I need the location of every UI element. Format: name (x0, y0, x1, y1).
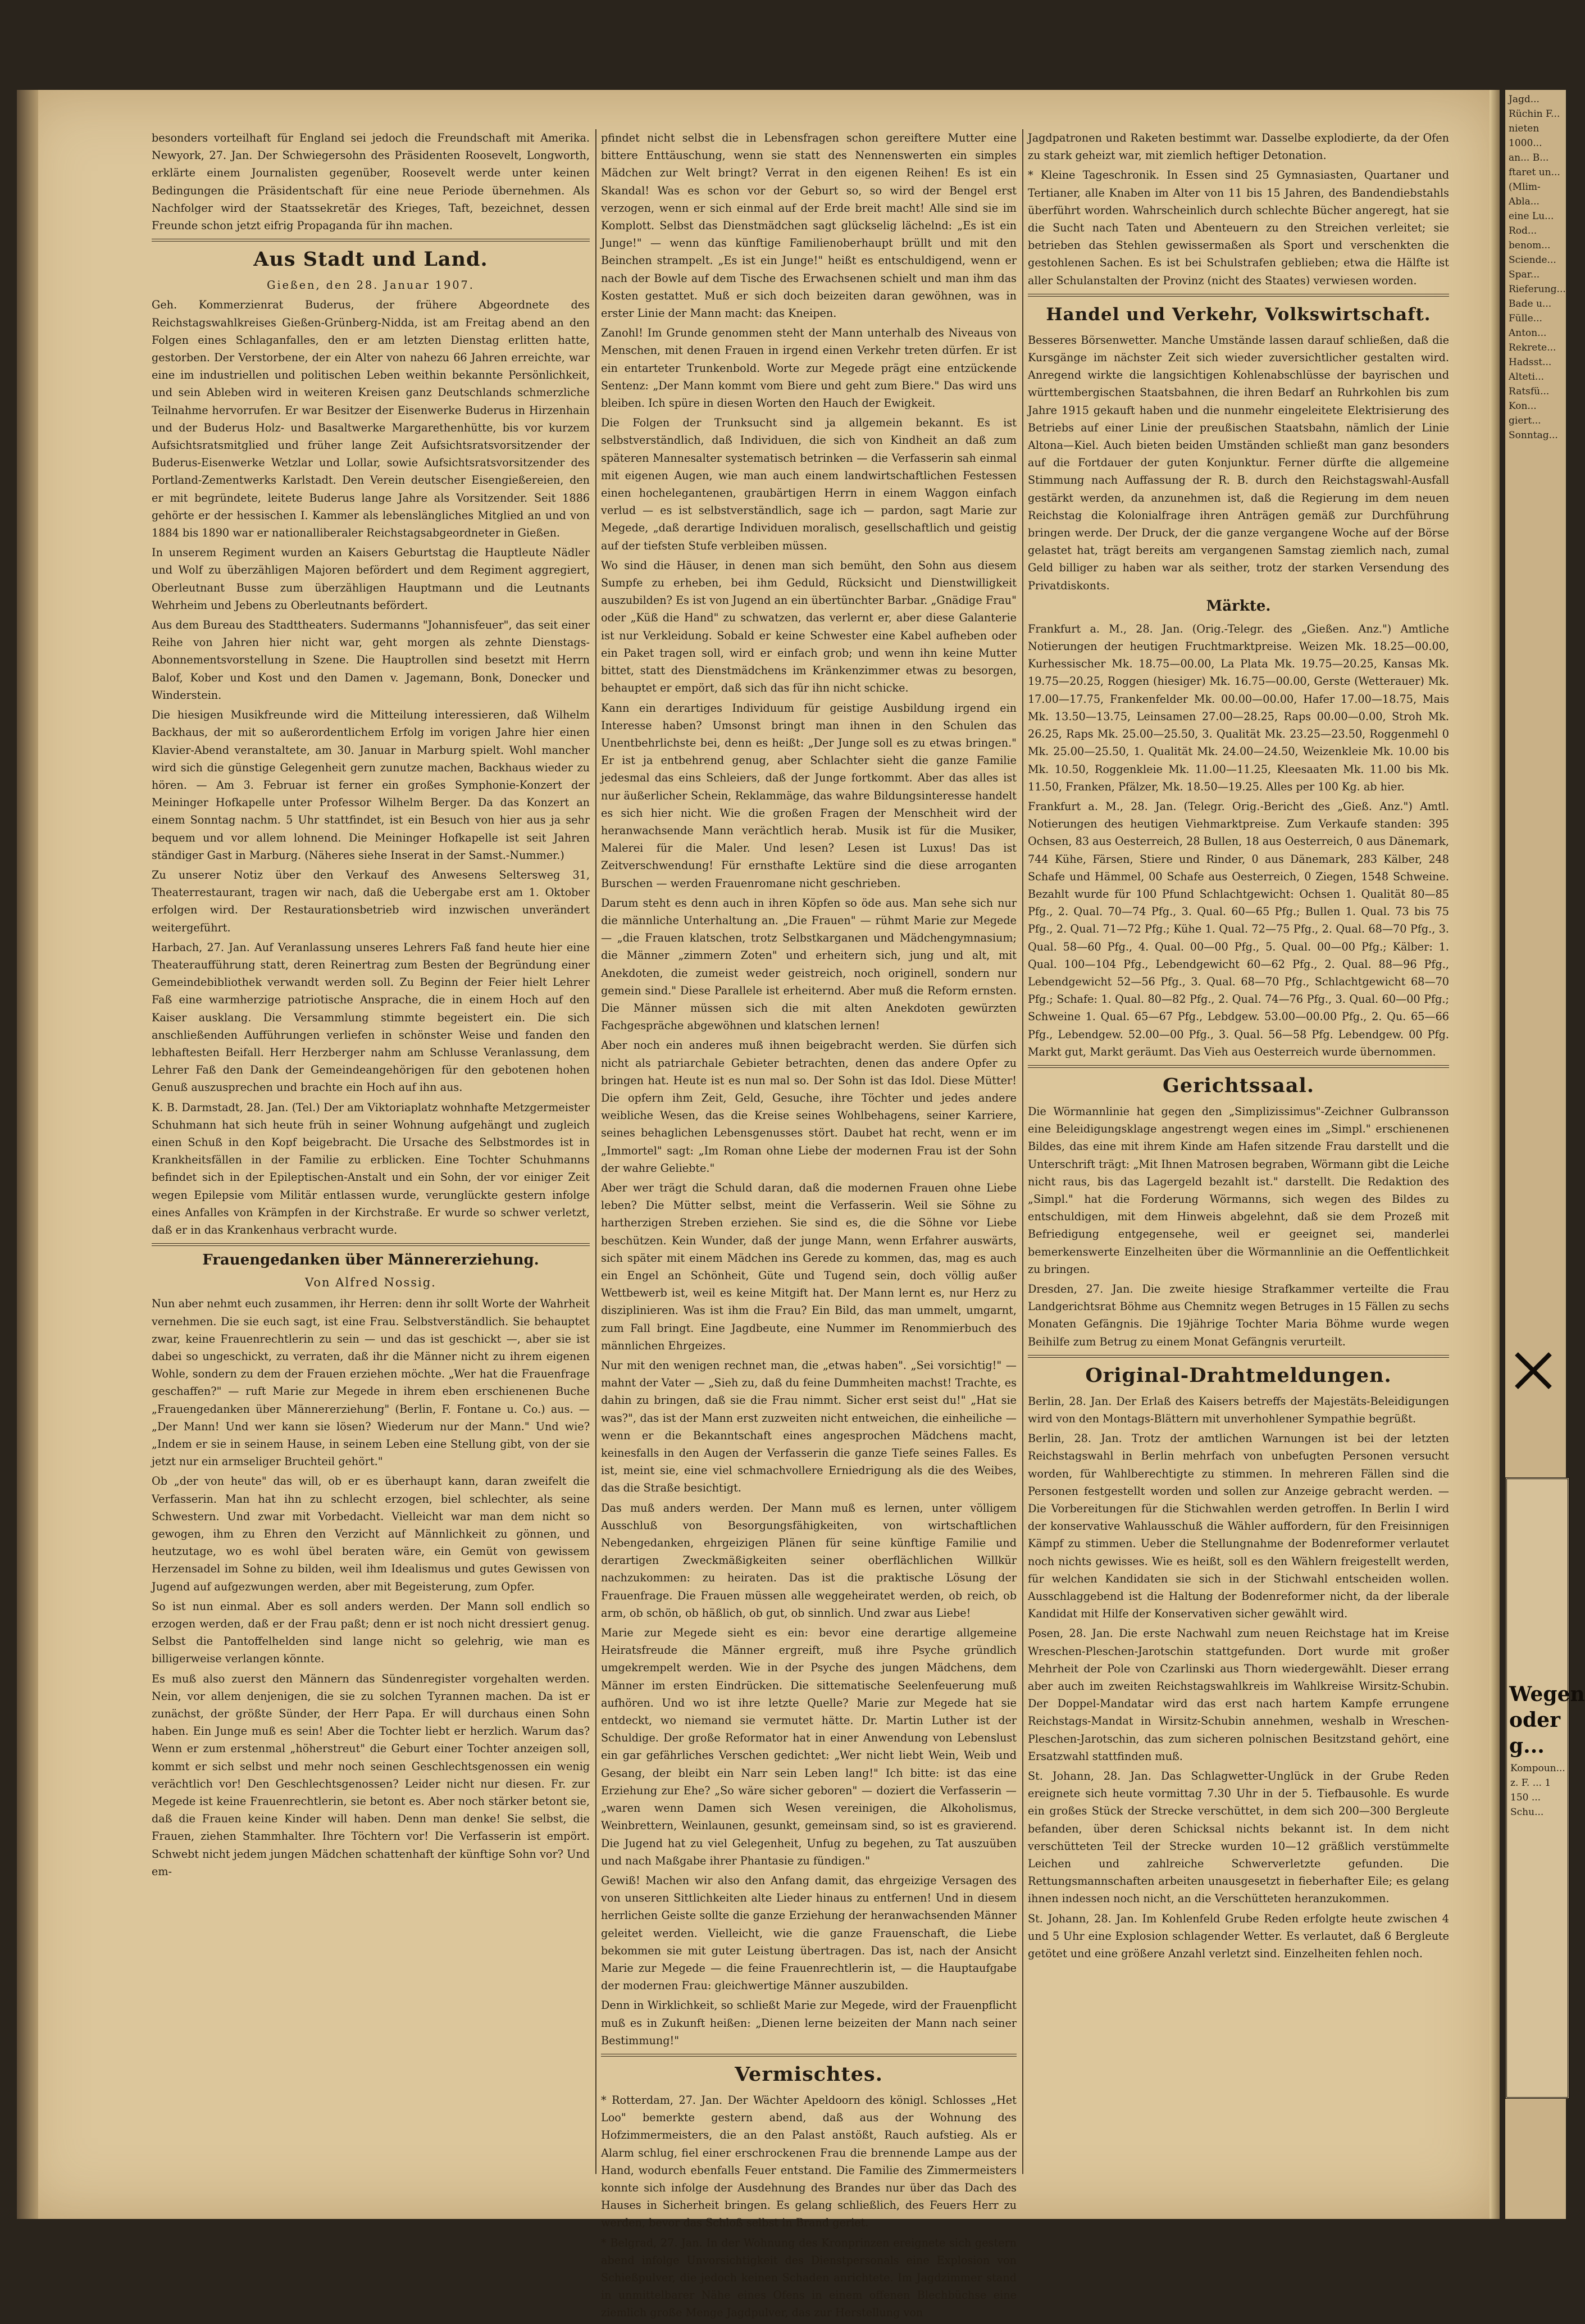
dateline: Gießen, den 28. Januar 1907. (267, 279, 475, 292)
adjacent-page-strip (1505, 90, 1585, 2219)
section-title-court: Gerichtssaal. (1162, 1074, 1315, 1097)
divider (601, 2054, 1017, 2057)
news-item: Harbach, 27. Jan. Auf Veranlassung unseres Lehrers Faß fand heute hier eine Theateraufführung statt, deren Reinertrag zum Besten der Begründung einer Gemeindebibliothek verwandt werden soll. Zu Beginn der Feier hielt Lehrer Faß eine warmherzige patriotische Ansprache, die in einem Hoch auf den Kaiser ausklang. Die Versammlung stimmte begeistert ein. Die sich anschließenden Aufführungen verliefen in schönster Weise und fanden den lebhaftesten Beifall. Herr Herzberger nahm am Schlusse Veranlassung, dem Lehrer Faß den Dank der Gemeindeangehörigen für den gebotenen hohen Genuß auszusprechen und brachte ein Hoch auf ihn aus. (152, 940, 590, 1094)
news-item: Dresden, 27. Jan. Die zweite hiesige Strafkammer verteilte die Frau Landgerichtsrat Böhme aus Chemnitz wegen Betruges in 15 Fällen zu sechs Monaten Gefängnis. Die 19jährige Tochter Maria Böhme wurde wegen Beihilfe zum Betrug zu einem Monat Gefängnis verurteilt. (1028, 1282, 1449, 1348)
news-item: Die Wörmannlinie hat gegen den „Simplizissimus"-Zeichner Gulbransson eine Beleidigungsklage angestrengt wegen eines im „Simpl." erschienenen Bildes, das eine mit ihrem Kinde am Hafen sitzende Frau darstellt und die Unterschrift trägt: „Mit Ihnen Matrosen begraben, Wörmann gibt die Leiche nicht raus, bis das Lagergeld bezahlt ist." darstellt. Die Redaktion des „Simpl." hat die Forderung Wörmanns, sich wegen des Bildes zu entschuldigen, mit dem Hinweis abgelehnt, daß sie dem Prozeß mit Befriedigung entgegensehe, weil er geeignet sei, manderlei bemerkenswerte Einzelheiten über die Wörmannlinie an die Oeffentlichkeit zu bringen. (1028, 1104, 1449, 1276)
news-item: Besseres Börsenwetter. Manche Umstände lassen darauf schließen, daß die Kursgänge im nächster Zeit sich wieder zuversichtlicher gestalten wird. Anregend wirkte die langsichtigen Kohlenabschlüsse der bayrischen und württembergischen Staatsbahnen, die ihren Bedarf an Ruhrkohlen bis zum Jahre 1915 gekauft haben und die nunmehr eingeleitete Elektrisierung des Betriebs auf einer Linie der preußischen Staatsbahn, nämlich der Linie Altona—Kiel. Auch bieten beiden Umständen schließt man ganz besonders auf die Fortdauer der guten Konjunktur. Ferner dürfte die allgemeine Stimmung nach Auffassung der R. B. durch den Reichstagswahl-Ausfall gestärkt werden, da anzunehmen ist, daß die Regierung im dem neuen Reichstag die Kolonialfrage ihren Anträgen gemäß zur Durchführung bringen werde. Der Druck, der die ganze vergangene Woche auf der Börse gelastet hat, trägt bereits am vergangenen Samstag ziemlich nach, zumal Geld billiger zu haben war als seither, trotz der starken Versendung des Privatdiskonts. (1028, 333, 1449, 592)
divider (1028, 1355, 1449, 1358)
divider (1028, 294, 1449, 297)
feuilleton-paragraph: Marie zur Megede sieht es ein: bevor eine derartige allgemeine Heiratsfreude die Männer ergreift, muß ihre Psyche gründlich umgekrempelt werden. Wie in der Psyche des jungen Mädchens, dem Männer im ersten Eindrücken. Die sittematische Seelenfeuerung muß aufhören. Und wo ist ihre letzte Quelle? Marie zur Megede hat sie entdeckt, wo niemand sie vermutet hätte. Dr. Martin Luther ist der Schuldige. Der große Reformator hat in einer Anwendung von Lebenslust ein gar gefährliches Verschen gedichtet: „Wer nicht liebt Wein, Weib und Gesang, der bleibt ein Narr sein Leben lang!" Ich bitte: ist das eine Erziehung zur Ehe? „So wäre sicher geboren" — doziert die Verfasserin — „waren wenn Damen sich Wesen vereinigen, die Alkoholismus, Weinbrettern, Weinlaunen, gesunkt, gemeinsam sind, so ist es gravierend. Die Jugend hat zu viel Gelegenheit, Unfug zu begehen, zu Tat auszuüben und nach Maßgabe ihrer Phantasie zu fündigen." (601, 1626, 1017, 1867)
news-item: Die hiesigen Musikfreunde wird die Mitteilung interessieren, daß Wilhelm Backhaus, der mit so außerordentlichem Erfolg im vorigen Jahre hier einen Klavier-Abend veranstaltete, am 30. Januar in Marburg spielt. Wohl mancher wird sich die günstige Gelegenheit gern zunutze machen, Backhaus wieder zu hören. — Am 3. Februar ist ferner ein großes Symphonie-Konzert der Meininger Hofkapelle unter Professor Wilhelm Berger. Da das Konzert an einem Sonntag nachm. 5 Uhr stattfindet, ist ein Besuch von hier aus ja sehr bequem und vor allem lohnend. Die Meininger Hofkapelle ist seit Jahren ständiger Gast in Marburg. (Näheres siehe Inserat in der Samst.-Nummer.) (152, 708, 590, 862)
feuilleton-paragraph: Nun aber nehmt euch zusammen, ihr Herren: denn ihr sollt Worte der Wahrheit vernehmen. Die sie euch sagt, ist eine Frau. Selbstverständlich. Sie behauptet zwar, keine Frauenrechtlerin zu sein — und das ist geschickt —, aber sie ist dabei so ungeschickt, zu verraten, daß ihr die Männer nicht zu ihrem eigenen Wohle, sondern zu dem der Frauen erziehen möchte. „Wer hat die Frauenfrage geschaffen?" — ruft Marie zur Megede in ihrem eben erschienenen Buche „Frauengedanken über Männererziehung" (Berlin, F. Fontane u. Co.) aus. — „Der Mann! Und wer kann sie lösen? Wiederum nur der Mann." Und wie? „Indem er sie in seinem Hause, in seinem Leben eine Stellung gibt, von der sie jetzt nur ein armseliger Bruchteil gehört." (152, 1297, 590, 1468)
news-item: Aus dem Bureau des Stadttheaters. Sudermanns "Johannisfeuer", das seit einer Reihe von Jahren hier nicht war, geht morgen als zehnte Dienstags-Abonnementsvorstellung in Szene. Die Hauptrollen sind besetzt mit Herrn Balof, Kober und Kost und den Damen v. Jagemann, Bonk, Donecker und Winderstein. (152, 618, 590, 702)
divider (152, 239, 590, 242)
feuilleton-paragraph: Denn in Wirklichkeit, so schließt Marie zur Megede, wird der Frauenpflicht muß es in Zukunft heißen: „Dienen lerne beizeiten der Mann nach seiner Bestimmung!" (601, 1999, 1017, 2047)
feuilleton-paragraph: Es muß also zuerst den Männern das Sündenregister vorgehalten werden. Nein, vor allem denjenigen, die sie zu solchen Tyrannen machen. Da ist er zunächst, der größte Sünder, der Herr Papa. Er will durchaus einen Sohn haben. Ein Junge muß es sein! Aber die Tochter liebt er herzlich. Warum das? Wenn er zum erstenmal „höherstreut" die Geburt einer Tochter anzeigen soll, kommt er sich selbst und mehr noch seinen Geschlechtsgenossen ein wenig verächtlich vor! Den Geschlechtsgenossen? Leider nicht nur diesen. Fr. zur Megede ist keine Frauenrechtlerin, sie betont es. Aber noch stärker betont sie, daß die Frauen keine Kinder will haben. Denn man denke! Sie selbst, die Frauen, ziehen Stammhalter. Ihre Töchtern vor! Die Verfasserin ist empört. Schwebt nicht jedem jungen Mädchen schattenhaft der künftige Sohn vor? Und em- (152, 1672, 590, 1878)
feuilleton-paragraph: Darum steht es denn auch in ihren Köpfen so öde aus. Man sehe sich nur die männliche Unterhaltung an. „Die Frauen" — rühmt Marie zur Megede — „die Frauen klatschen, trotz Selbstkarganen und Mädchengymnasium; die Männer „zimmern Zoten" und erheitern sich, jung und alt, mit Anekdoten, die zumeist weder geistreich, noch originell, sondern nur gemein sind." Diese Parallele ist erheiternd. Aber muß die Reform ernsten. Die Männer müssen sich die mit alten Anekdoten gewürzten Fachgespräche abgewöhnen und klatschen lernen! (601, 896, 1017, 1033)
section-title-wire-reports: Original-Drahtmeldungen. (1085, 1363, 1392, 1387)
page-right-edge (1490, 90, 1500, 2219)
feuilleton-paragraph: pfindet nicht selbst die in Lebensfragen schon gereiftere Mutter eine bittere Enttäuschung, wenn sie statt des Nennenswerten ein simples Mädchen zur Welt bringt? Verrat in den eigenen Reihen! Es ist ein Skandal! Was es schon vor der Geburt so, so wird der Bengel erst verzogen, wenn er sich einmal auf der Erde breit macht! Alle sind sie im Komplott. Selbst das Dienstmädchen sagt glückselig lächelnd: „Es ist ein Junge!" — wenn das künftige Familienoberhaupt brüllt und mit den Beinchen strampelt. „Es ist ein Junge!" heißt es entschuldigend, wenn er nach der Bowle auf dem Tische des Erwachsenen schielt und man ihm das Kosten gestattet. Muß er sich doch beizeiten daran gewöhnen, was in erster Linie der Mann macht: das Kneipen. (601, 131, 1017, 320)
feuilleton-paragraph: Wo sind die Häuser, in denen man sich bemüht, den Sohn aus diesem Sumpfe zu erheben, bei ihm Geduld, Rücksicht und Dienstwilligkeit auszubilden? Es ist von Jugend an ein übertünchter Barbar. „Gnädige Frau" oder „Küß die Hand" zu schwatzen, das verlernt er, aber diese Galanterie ist nur Verkleidung. Sobald er keine Schwester eine Kabel aufheben oder ein Paket tragen soll, wird er einfach grob; und wenn ihn keine Mutter bittet, statt des Dienstmädchens im Kränkenzimmer etwas zu besorgen, behauptet er empört, daß sich das für ihn nicht schicke. (601, 558, 1017, 695)
section-title-miscellaneous: Vermischtes. (735, 2062, 883, 2086)
feuilleton-paragraph: Zanohl! Im Grunde genommen steht der Mann unterhalb des Niveaus von Menschen, mit denen Frauen in irgend einen Verkehr treten dürfen. Er ist ein entarteter Trunkenbold. Worte zur Megede prägt eine entzückende Sentenz: „Der Mann kommt vom Biere und geht zum Biere." Das wird uns bleiben. Ich spüre in diesen Worten den Hauch der Ewigkeit. (601, 326, 1017, 410)
wire-report: St. Johann, 28. Jan. Das Schlagwetter-Unglück in der Grube Reden ereignete sich heute vormittag 7.30 Uhr in der 5. Tiefbausohle. Es wurde ein großes Stück der Strecke verschüttet, in dem sich 200—300 Bergleute befanden, über deren Schicksal nichts bekannt ist. In dem nicht verschütteten Teil der Strecke wurden 10—12 gräßlich verstümmelte Leichen und zahlreiche Schwerverletzte gefunden. Die Rettungsmannschaften arbeiten unausgesetzt in fieberhafter Eile; es gelang ihnen indessen noch nicht, an die Verschütteten heranzukommen. (1028, 1770, 1449, 1905)
feuilleton-title: Frauengedanken über Männererziehung. (202, 1252, 539, 1269)
news-item: In unserem Regiment wurden an Kaisers Geburtstag die Hauptleute Nädler und Wolf zu überzähligen Majoren befördert und dem Regiment aggregiert, Oberleutnant Busse zum überzähligen Hauptmann und die Leutnants Wehrheim und Jebens zu Oberleutnants befördert. (152, 546, 590, 612)
page-binding-edge (17, 90, 38, 2219)
column-1 (152, 129, 590, 1882)
markets-title: Märkte. (1206, 597, 1271, 615)
section-title-local-news: Aus Stadt und Land. (253, 248, 488, 271)
feuilleton-paragraph: Kann ein derartiges Individuum für geistige Ausbildung irgend ein Interesse haben? Umsonst bringt man ihnen in den Schulen das Unentbehrlichste bei, denn es heißt: „Der Junge soll es zu etwas bringen." Er ist ja entbehrend genug, aber Schlachter sieht die ganze Familie jedesmal das eins Schleiers, daß der Junge fortkommt. Aber das alles ist nur äußerlicher Schein, Reklammäge, das wahre Bildungsinteresse handelt es sich hier nicht. Wie die großen Fragen der Menschheit wird der heranwachsende Mann verächtlich herab. Musik ist für die Musiker, Malerei für die Maler. Und lesen? Lesen ist Luxus! Das ist Zeitverschwendung! Für ernsthafte Lektüre sind die diese arroganten Burschen — werden Frauenromane nicht geschrieben. (601, 701, 1017, 890)
feuilleton-paragraph: Aber wer trägt die Schuld daran, daß die modernen Frauen ohne Liebe leben? Die Mütter selbst, meint die Verfasserin. Weil sie Söhne zu hartherzigen Streben erziehen. Sie sind es, die die Söhne vor Liebe beschützen. Kein Wunder, daß der junge Mann, wenn Erfahrer auswärts, sich später mit einem Mädchen ins Gerede zu kommen, das, mag es auch ein Engel an Schönheit, Güte und Tugend sein, doch völlig außer Wettbewerb ist, weil es keine Mitgift hat. Der Mann lernt es, nur Herz zu disziplinieren. Was ist ihm die Frau? Ein Bild, das man ummelt, umgarnt, zum Fall bringt. Eine Jagdbeute, eine Nummer im Renommierbuch des männlichen Ehrgeizes. (601, 1181, 1017, 1352)
news-item: Zu unserer Notiz über den Verkauf des Anwesens Seltersweg 31, Theaterrestaurant, tragen wir nach, daß die Uebergabe erst am 1. Oktober erfolgen wird. Der Restaurationsbetrieb wird inzwischen unverändert weitergeführt. (152, 868, 590, 934)
column-2 (601, 129, 1017, 2324)
divider (152, 1243, 590, 1246)
wire-report: Berlin, 28. Jan. Der Erlaß des Kaisers betreffs der Majestäts-Beleidigungen wird von den Montags-Blättern mit unverhohlener Sympathie begrüßt. (1028, 1394, 1449, 1425)
divider (1028, 1065, 1449, 1068)
column-3 (1028, 129, 1449, 1964)
wire-report: Berlin, 28. Jan. Trotz der amtlichen Warnungen ist bei der letzten Reichstagswahl in Berlin mehrfach von unbefugten Personen versucht worden, für Wahlberechtigte zu stimmen. In mehreren Fällen sind die Personen festgestellt worden und sollen zur Anzeige gebracht werden. — Die Vorbereitungen für die Stichwahlen werden getroffen. In Berlin I wird der konservative Wahlausschuß die Wähler auffordern, für den Freisinnigen Kämpf zu stimmen. Ueber die Stellungnahme der Bodenreformer verlautet noch nichts gewisses. Wie es heißt, soll es den Wählern freigestellt werden, für welchen Kandidaten sie sich in der Stichwahl entscheiden wollen. Ausschlaggebend ist die Haltung der Bodenreformer nicht, da der liberale Kandidat mit Hilfe der Konservativen sicher gewählt wird. (1028, 1432, 1449, 1621)
article-intro: besonders vorteilhaft für England sei jedoch die Freundschaft mit Amerika. Newyork, 27. Jan. Der Schwiegersohn des Präsidenten Roosevelt, Longworth, erklärte einem Journalisten gegenüber, Roosevelt werde unter keinen Bedingungen die Präsidentschaft für eine neue Periode übernehmen. Als Nachfolger wird der Staatssekretär des Krieges, Taft, bezeichnet, dessen Freunde schon jetzt eifrig Propaganda für ihn machen. (152, 131, 590, 233)
news-item: Geh. Kommerzienrat Buderus, der frühere Abgeordnete des Reichstagswahlkreises Gießen-Grünberg-Nidda, ist am Freitag abend an den Folgen eines Schlaganfalles, den er am letzten Dienstag erlitten hatte, gestorben. Der Verstorbene, der ein Alter von nahezu 66 Jahren erreichte, war eine im industriellen und politischen Leben weithin bekannte Persönlichkeit, und sein Ableben wird in weiteren Kreisen ganz Deutschlands schmerzliche Teilnahme hervorrufen. Er war Besitzer der Eisenwerke Buderus in Hirzenhain und der Buderus Holz- und Basaltwerke Margarethenhütte, bis vor kurzem Aufsichtsratsmitglied und früher lange Zeit Aufsichtsratsvorsitzender der Buderus-Eisenwerke Wetzlar und Lollar, sowie Aufsichtsratsvorsitzender des Portland-Zementwerks Karlstadt. Den Verein deutscher Eisengießereien, den er mit begründete, leitete Buderus lange Jahre als Vorsitzender. Seit 1886 gehörte er der hessischen I. Kammer als lebenslängliches Mitglied an und von 1884 bis 1890 war er nationalliberaler Reichstagsabgeordneter in Gießen. (152, 298, 590, 540)
feuilleton-author: Von Alfred Nossig. (305, 1276, 436, 1290)
advertisement-text: Kompoun... z. F. ... 1 150 ... Schu... (1510, 1763, 1565, 1818)
market-report: Frankfurt a. M., 28. Jan. (Orig.-Telegr. des „Gießen. Anz.") Amtliche Notierungen der heutigen Fruchtmarktpreise. Weizen Mk. 18.25—00.00, Kurhessischer Mk. 18.75—00.00, La Plata Mk. 19.75—20.25, Kansas Mk. 19.75—20.25, Roggen (hiesiger) Mk. 16.75—00.00, Gerste (Wetterauer) Mk. 17.00—17.75, Frankenfelder Mk. 00.00—00.00, Hafer 17.00—18.75, Mais Mk. 13.50—13.75, Leinsamen 27.00—28.25, Raps 00.00—0.00, Stroh Mk. 26.25, Raps Mk. 25.00—25.50, 3. Qualität Mk. 23.25—23.50, Roggenmehl 0 Mk. 25.00—25.50, 1. Qualität Mk. 24.00—24.50, Weizenkleie Mk. 10.00 bis Mk. 10.50, Roggenkleie Mk. 11.00—11.25, Kleesaaten Mk. 11.00 bis Mk. 11.50, Franken, Pfälzer, Mk. 18.50—19.25. Alles per 100 Kg. ab hier. (1028, 622, 1449, 793)
feuilleton-paragraph: Aber noch ein anderes muß ihnen beigebracht werden. Sie dürfen sich nicht als patriarchale Gebieter betrachten, denen das andere Opfer zu bringen hat. Heute ist es nun mal so. Der Sohn ist das Idol. Diese Mütter! Die opfern ihm Zeit, Geld, Gesuche, ihre Töchter und jedes andere weibliche Wesen, das die Kreise seines Wohlbehagens, seiner Karriere, seines behaglichen Lebensgenusses stört. Daubet hat recht, wenn er im „Immortel" sagt: „Im Roman ohne Liebe der modernen Frau ist der Sohn der wahre Geliebte." (601, 1039, 1017, 1175)
newspaper-page (17, 90, 1500, 2320)
feuilleton-paragraph: Nur mit den wenigen rechnet man, die „etwas haben". „Sei vorsichtig!" — mahnt der Vater — „Sieh zu, daß du feine Dummheiten machst! Trachte, es dahin zu bringen, daß sie die Frau nimmt. Sicher erst seist du!" „Hat sie was?", das ist der Mann erst zuzweiten nicht entweichen, die einheiliche — wenn er die Bekanntschaft eines angesprochen Mädchens macht, keinesfalls in den Augen der Verfasserin die ganze Tiefe seines Falles. Es ist, meint sie, eine viel schmachvollere Erniedrigung als die des Weibes, das die Straße besichtigt. (601, 1359, 1017, 1495)
wire-report: Posen, 28. Jan. Die erste Nachwahl zum neuen Reichstage hat im Kreise Wreschen-Pleschen-Jarotschin stattgefunden. Dort wurde mit großer Mehrheit der Pole von Czarlinski aus Thorn wiedergewählt. Dieser errang aber auch im zweiten Reichstagswahlkreis im Wahlkreise Wirsitz-Schubin. Der Doppel-Mandatar wird das erst nach hartem Kampfe errungene Reichstags-Mandat in Wirsitz-Schubin annehmen, weshalb in Wreschen-Pleschen-Jarotschin, das zum sicheren polnischen Besitzstand gehört, eine Ersatzwahl stattfinden muß. (1028, 1627, 1449, 1763)
news-item: * Rotterdam, 27. Jan. Der Wächter Apeldoorn des königl. Schlosses „Het Loo" bemerkte gestern abend, daß aus der Wohnung des Hofzimmermeisters, die an den Palast anstößt, Rauch aufstieg. Als er Alarm schlug, fiel einer erschrockenen Frau die brennende Lampe aus der Hand, wodurch ebenfalls Feuer entstand. Die Familie des Zimmermeisters konnte sich infolge der Ausdehnung des Brandes nur über das Dach des Hauses in Sicherheit bringen. Es gelang schließlich, des Feuers Herr zu werden, bevor das Schloß selbst in Brand geriet. (601, 2093, 1017, 2230)
feuilleton-paragraph: Gewiß! Machen wir also den Anfang damit, das ehrgeizige Versagen des von unseren Sittlichkeiten alte Lieder hinaus zu entfernen! Und in diesem herrlichen Geiste sollte die ganze Erziehung der heranwachsenden Männer geleitet werden. Vielleicht, wie die ganze Frauenschaft, die Liebe bekommen sie mit guter Leistung übertragen. Das ist, nach der Ansicht Marie zur Megede — die feine Frauenrechtlerin ist, — die Hauptaufgabe der modernen Frau: gleichwertige Männer auszubilden. (601, 1873, 1017, 1993)
adjacent-page-text: Jagd... Rüchin F... nieten 1000... an... B... ftaret un... (Mlim-Abla... eine Lu... Rod... benom... Sciende... Spar... Rieferung... Bade u... Fülle... Anton... Rekrete... Hadsst... Alteti... Ratsfü... Kon... giert... Sonntag... (1509, 94, 1566, 441)
market-report: Frankfurt a. M., 28. Jan. (Telegr. Orig.-Bericht des „Gieß. Anz.") Amtl. Notierungen des heutigen Viehmarktpreise. Zum Verkaufe standen: 395 Ochsen, 83 aus Oesterreich, 28 Bullen, 18 aus Oesterreich, 0 aus Dänemark, 744 Kühe, Färsen, Stiere und Rinder, 0 aus Dänemark, 283 Kälber, 248 Schafe und Hämmel, 00 Schafe aus Oesterreich, 0 Ziegen, 1548 Schweine. Bezahlt wurde für 100 Pfund Schlachtgewicht: Ochsen 1. Qualität 80—85 Pfg., 2. Qual. 70—74 Pfg., 3. Qual. 60—65 Pfg.; Bullen 1. Qual. 73 bis 75 Pfg., 2. Qual. 71—72 Pfg.; Kühe 1. Qual. 72—75 Pfg., 2. Qual. 68—70 Pfg., 3. Qual. 58—60 Pfg., 4. Qual. 00—00 Pfg., 5. Qual. 00—00 Pfg.; Kälber: 1. Qual. 100—104 Pfg., Lebendgewicht 60—62 Pfg., 2. Qual. 88—96 Pfg., Lebendgewicht 52—56 Pfg., 3. Qual. 68—70 Pfg., Schlachtgewicht 68—70 Pfg.; Schafe: 1. Qual. 80—82 Pfg., 2. Qual. 74—76 Pfg., 3. Qual. 60—00 Pfg.; Schweine 1. Qual. 65—67 Pfg., Lebdgew. 53.00—00.00 Pfg., 2. Qu. 65—66 Pfg., Lebendgew. 52.00—00 Pfg., 3. Qual. 56—58 Pfg. Lebendgew. 00 Pfg. Markt gut, Markt geräumt. Das Vieh aus Oesterreich wurde übernommen. (1028, 799, 1449, 1058)
section-title-commerce: Handel und Verkehr, Volkswirtschaft. (1046, 304, 1431, 325)
feuilleton-paragraph: So ist nun einmal. Aber es soll anders werden. Der Mann soll endlich so erzogen werden, daß er der Frau paßt; denn er ist noch nicht dressiert genug. Selbst die Pantoffelhelden sind lange nicht so gelehrig, wie man es billigerweise verlangen könnte. (152, 1599, 590, 1666)
crossed-hammers-icon (1511, 1348, 1556, 1393)
news-item: * Kleine Tageschronik. In Essen sind 25 Gymnasiasten, Quartaner und Tertianer, alle Knaben im Alter von 11 bis 15 Jahren, des Bandendiebstahls überführt worden. Wahrscheinlich durch schlechte Bücher angeregt, hat sie die Sucht nach Taten und Abenteuern zu den Streichen verleitet; sie betrieben das Stehlen gewissermaßen als Sport und verschenkten die gestohlenen Sachen. Es ist bei Schulstrafen geblieben; etwa die Hälfte ist aller Schulanstalten der Provinz (nicht des Staates) verwiesen worden. (1028, 169, 1449, 287)
news-item: Jagdpatronen und Raketen bestimmt war. Dasselbe explodierte, da der Ofen zu stark geheizt war, mit ziemlich heftiger Detonation. (1028, 131, 1449, 162)
feuilleton-paragraph: Das muß anders werden. Der Mann muß es lernen, unter völligem Ausschluß von Besorgungsfähigkeiten, von wirtschaftlichen Nebengedanken, ehrgeizigen Plänen für seine künftige Familie und derartigen Zweckmäßigkeiten seiner oberflächlichen Willkür nachzukommen: zu heiraten. Das ist die praktische Lösung der Frauenfrage. Die Frauen müssen alle weggeheiratet werden, ob reich, ob arm, ob schön, ob häßlich, ob gut, ob sinnlich. Und zwar aus Liebe! (601, 1501, 1017, 1620)
advertisement-box (1505, 1477, 1585, 2099)
news-item: K. B. Darmstadt, 28. Jan. (Tel.) Der am Viktoriaplatz wohnhafte Metzgermeister Schuhmann hat sich heute früh in seiner Wohnung aufgehängt und zugleich einen Schuß in den Kopf beigebracht. Die Ursache des Selbstmordes ist in Krankheitsfällen in der Familie zu erblicken. Eine Tochter Schuhmanns befindet sich in der Epileptischen-Anstalt und ein Sohn, der vor einiger Zeit wegen Epilepsie vom Militär entlassen wurde, verunglückte gestern infolge eines Anfalles von Krämpfen in der Kirchstraße. Er wurde so schwer verletzt, daß er in das Krankenhaus verbracht wurde. (152, 1100, 590, 1236)
advertisement-heading: Wegen oder g... (1509, 1682, 1585, 1758)
news-item: * Belgrad, 27. Jan. In der Wohnung des Kronprinzen ereignete sich gestern abend infolge Unvorsichtigkeit des Dienstpersonals eine Explosion von Schießpulver, die jedoch keinen Schaden anrichtete. Im Jagdzimmer stand in unmittelbarer Nähe eines Ofens in einem offenen Blechbüchse eine ziemlich große Menge Jagdpulver, das zur Herstellung von (601, 2236, 1017, 2320)
column-rule (1022, 129, 1023, 2174)
column-rule (595, 129, 596, 2174)
feuilleton-paragraph: Ob „der von heute" das will, ob er es überhaupt kann, daran zweifelt die Verfasserin. Man hat ihn zu schlecht erzogen, biel schlechter, als seine Schwestern. Und zwar mit Vorbedacht. Vielleicht war man dem nicht so gewogen, ihm zu Ehren den Verzicht auf Männlichkeit zu gönnen, und heutzutage, wo es wohl übel beraten wäre, ein Gemüt von gewissem Herzensadel im Sohne zu bilden, weil ihm Idealismus und gutes Gewissen von Jugend auf aufgezwungen werden, aber mit Begeisterung, zum Opfer. (152, 1475, 590, 1593)
feuilleton-paragraph: Die Folgen der Trunksucht sind ja allgemein bekannt. Es ist selbstverständlich, daß Individuen, die sich von Kindheit an daß zum späteren Mannesalter systematisch betrinken — die Verfasserin sah einmal mit eigenen Augen, wie man auch einem landwirtschaftlichen Festessen einen hochelegantenen, graubärtigen Herrn in einem Waggon einfach verlud — es ist selbstverständlich, sage ich — pardon, sagt Marie zur Megede, „daß derartige Individuen moralisch, gesellschaftlich und geistig auf der tiefsten Stufe verbleiben müssen. (601, 416, 1017, 552)
wire-report: St. Johann, 28. Jan. Im Kohlenfeld Grube Reden erfolgte heute zwischen 4 und 5 Uhr eine Explosion schlagender Wetter. Es verlautet, daß 6 Bergleute getötet und eine größere Anzahl verletzt sind. Einzelheiten fehlen noch. (1028, 1912, 1449, 1961)
